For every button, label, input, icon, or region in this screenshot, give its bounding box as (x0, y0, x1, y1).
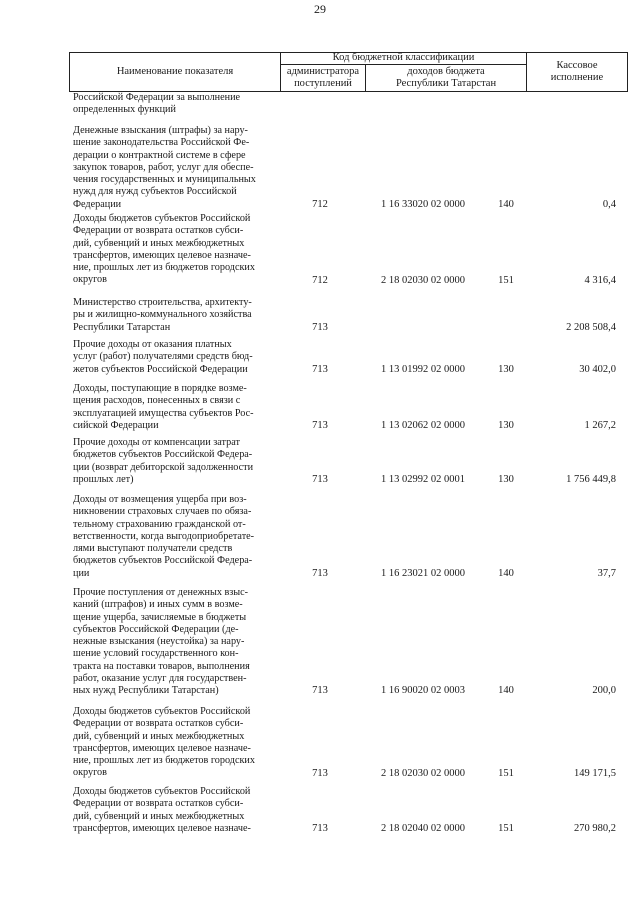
admin-code: 713 (312, 567, 328, 579)
admin-header-line-2: поступлений (294, 78, 352, 89)
description-line: Доходы бюджетов субъектов Российской (73, 786, 251, 797)
admin-code: 712 (312, 198, 328, 210)
income-kind: 130 (498, 363, 514, 375)
description-line: округов (73, 767, 107, 779)
description-line: дий, субвенций и иных межбюджетных (73, 730, 245, 742)
description-line: округов (73, 274, 107, 286)
income-code: 2 18 02040 02 0000 (381, 822, 465, 834)
admin-code: 713 (312, 685, 328, 697)
admin-code: 713 (312, 822, 328, 834)
row-description (73, 437, 269, 486)
description-line: ции (73, 567, 90, 579)
admin-header-line-1: администратора (286, 66, 360, 77)
cash-execution-amount: 0,4 (602, 198, 616, 210)
description-line: Республики Татарстан (73, 321, 171, 333)
exec-header-line-1: Кассовое (556, 60, 598, 71)
description-line: тракта на поставки товаров, выполнения (73, 660, 250, 672)
income-kind: 140 (498, 685, 514, 697)
row-description (73, 339, 269, 376)
cash-execution-amount: 37,7 (597, 567, 616, 579)
description-line: щения расходов, понесенных в связи с (73, 395, 241, 407)
description-line: бюджетов субъектов Российской Федера- (73, 555, 253, 567)
description-line: закупок товаров, работ, услуг для обеспе- (73, 161, 254, 173)
cash-execution-amount: 1 267,2 (584, 419, 616, 431)
income-code: 1 16 90020 02 0003 (381, 685, 465, 697)
income-kind: 151 (498, 767, 514, 779)
income-code: 1 16 33020 02 0000 (381, 198, 465, 210)
cash-execution-amount: 149 171,5 (574, 767, 616, 779)
description-line: Федерации от возврата остатков субси- (73, 225, 244, 237)
income-kind: 130 (498, 419, 514, 431)
description-line: прошлых лет) (73, 473, 134, 485)
row-description (73, 92, 269, 117)
description-line: Министерство строительства, архитекту- (73, 297, 252, 308)
income-kind: 151 (498, 822, 514, 834)
description-line: Доходы от возмещения ущерба при воз- (73, 494, 247, 505)
description-line: дий, субвенций и иных межбюджетных (73, 810, 245, 822)
cash-execution-amount: 1 756 449,8 (566, 473, 616, 485)
income-code: 1 13 02992 02 0001 (381, 473, 465, 485)
income-code: 1 13 01992 02 0000 (381, 363, 465, 375)
admin-code: 713 (312, 767, 328, 779)
admin-code: 713 (312, 473, 328, 485)
column-header-name: Наименование показателя (116, 66, 234, 77)
income-kind: 140 (498, 198, 514, 210)
column-header-income (366, 65, 526, 91)
description-line: эксплуатацией имущества субъектов Рос- (73, 407, 254, 419)
description-line: Прочие поступления от денежных взыс- (73, 587, 249, 598)
admin-code: 713 (312, 419, 328, 431)
income-header-line-2: Республики Татарстан (395, 78, 497, 89)
cash-execution-amount: 30 402,0 (579, 363, 616, 375)
description-line: ние, прошлых лет из бюджетов городских (73, 755, 255, 767)
income-code: 1 13 02062 02 0000 (381, 419, 465, 431)
description-line: шение условий государственного кон- (73, 648, 239, 660)
row-description (73, 494, 269, 580)
description-line: работ, оказание услуг для государствен- (73, 673, 247, 685)
description-line: Доходы бюджетов субъектов Российской (73, 213, 251, 224)
description-line: трансфертов, имеющих целевое назначе- (73, 249, 251, 261)
description-line: ции (возврат дебиторской задолженности (73, 461, 254, 473)
description-line: Денежные взыскания (штрафы) за нару- (73, 125, 248, 136)
description-line: чения государственных и муниципальных (73, 174, 256, 186)
row-description (73, 786, 269, 835)
description-line: Прочие доходы от компенсации затрат (73, 437, 240, 448)
description-line: Федерации от возврата остатков субси- (73, 718, 244, 730)
income-kind: 151 (498, 274, 514, 286)
table-header (69, 52, 628, 92)
cash-execution-amount: 200,0 (592, 685, 616, 697)
row-description (73, 587, 269, 698)
description-line: щение ущерба, зачисляемые в бюджеты (73, 611, 247, 623)
admin-code: 712 (312, 274, 328, 286)
description-line: нежные взыскания (неустойка) за нару- (73, 636, 245, 648)
income-kind: 140 (498, 567, 514, 579)
description-line: Доходы, поступающие в порядке возме- (73, 383, 247, 394)
description-line: бюджетов субъектов Российской Федера- (73, 449, 253, 461)
description-line: ветственности, когда выгодоприобретате- (73, 530, 255, 542)
column-group-budget-code: Код бюджетной классификации (332, 52, 475, 63)
description-line: Российской Федерации за выполнение (73, 92, 241, 103)
income-kind: 130 (498, 473, 514, 485)
description-line: трансфертов, имеющих целевое назначе- (73, 822, 251, 834)
row-description (73, 706, 269, 780)
income-header-line-1: доходов бюджета (407, 66, 485, 77)
cash-execution-amount: 270 980,2 (574, 822, 616, 834)
row-description (73, 383, 269, 432)
description-line: сийской Федерации (73, 419, 159, 431)
income-code: 2 18 02030 02 0000 (381, 274, 465, 286)
admin-code: 713 (312, 363, 328, 375)
description-line: лями выступают получатели средств (73, 543, 233, 555)
description-line: Доходы бюджетов субъектов Российской (73, 706, 251, 717)
admin-code: 713 (312, 321, 328, 333)
income-code: 1 16 23021 02 0000 (381, 567, 465, 579)
column-header-admin (281, 65, 365, 91)
description-line: шение законодательства Российской Фе- (73, 137, 250, 149)
description-line: дий, субвенций и иных межбюджетных (73, 237, 245, 249)
description-line: субъектов Российской Федерации (де- (73, 623, 239, 635)
description-line: жетов субъектов Российской Федерации (73, 363, 248, 375)
description-line: ры и жилищно-коммунального хозяйства (73, 309, 252, 321)
description-line: Федерации (73, 198, 122, 210)
column-header-execution (527, 53, 627, 91)
description-line: услуг (работ) получателями средств бюд- (73, 351, 253, 363)
cash-execution-amount: 4 316,4 (584, 274, 616, 286)
row-description (73, 125, 269, 211)
row-description (73, 213, 269, 287)
description-line: тельному страхованию гражданской от- (73, 518, 246, 530)
income-code: 2 18 02030 02 0000 (381, 767, 465, 779)
description-line: определенных функций (73, 104, 176, 116)
description-line: дерации о контрактной системе в сфере (73, 149, 246, 161)
description-line: ние, прошлых лет из бюджетов городских (73, 262, 255, 274)
description-line: трансфертов, имеющих целевое назначе- (73, 742, 251, 754)
description-line: нужд для нужд субъектов Российской (73, 186, 237, 198)
description-line: Федерации от возврата остатков субси- (73, 798, 244, 810)
description-line: ных нужд Республики Татарстан) (73, 685, 219, 697)
page-number: 29 (314, 2, 326, 16)
cash-execution-amount: 2 208 508,4 (566, 321, 616, 333)
description-line: никновении страховых случаев по обяза- (73, 506, 252, 518)
row-description (73, 297, 269, 334)
exec-header-line-2: исполнение (550, 72, 604, 83)
description-line: Прочие доходы от оказания платных (73, 339, 232, 350)
description-line: каний (штрафов) и иных сумм в возме- (73, 599, 243, 611)
